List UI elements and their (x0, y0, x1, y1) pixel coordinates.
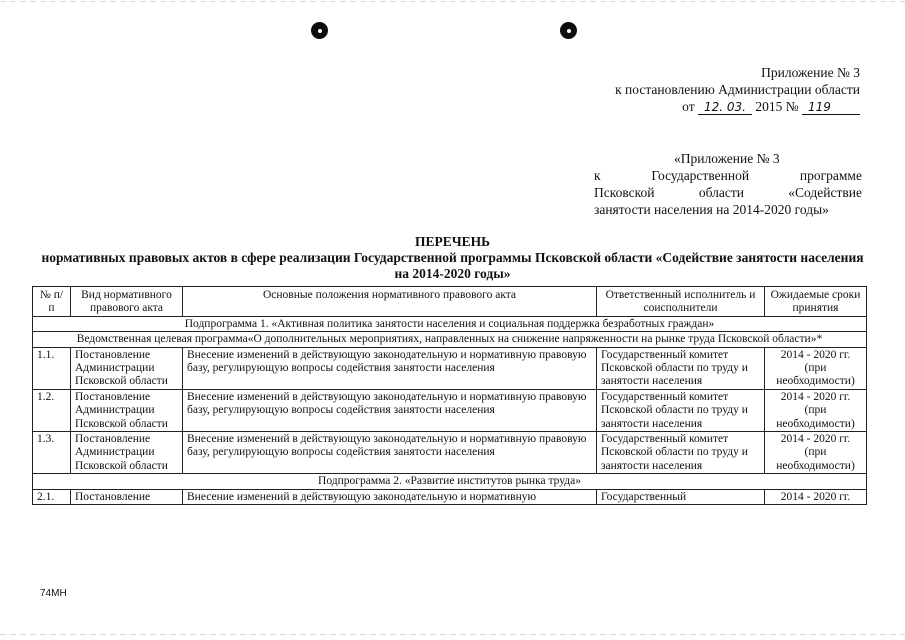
handwritten-number: 119 (802, 100, 860, 115)
word: области (698, 185, 744, 200)
row-content: Внесение изменений в действующую законодательную и нормативную правовую базу, регулирующую вопросы содействия занятости населения (183, 432, 597, 474)
header-executor: Ответственный исполнитель и соисполнители (597, 287, 765, 317)
scan-artifact-top (0, 1, 905, 2)
date-prefix: от (682, 99, 695, 114)
row-number: 1.1. (33, 347, 71, 389)
row-executor: Государственный (597, 489, 765, 504)
row-content: Внесение изменений в действующую законодательную и нормативную (183, 489, 597, 504)
row-act-type: Постановление Администрации Псковской области (71, 389, 183, 431)
subprogram-1-row (33, 316, 867, 331)
row-number: 1.2. (33, 389, 71, 431)
row-number: 1.3. (33, 432, 71, 474)
row-content: Внесение изменений в действующую законодательную и нормативную правовую базу, регулирующую вопросы содействия занятости населения (183, 347, 597, 389)
subprogram-2-title: Подпрограмма 2. «Развитие институтов рынка труда» (33, 474, 867, 489)
word: программе (799, 168, 862, 183)
row-act-type: Постановление Администрации Псковской области (71, 432, 183, 474)
appendix-block (575, 64, 860, 115)
row-executor: Государственный комитет Псковской области по труду и занятости населения (597, 389, 765, 431)
appendix-decree-line: к постановлению Администрации области (615, 82, 860, 97)
row-term: 2014 - 2020 гг. (при необходимости) (765, 389, 867, 431)
previous-appendix-line2 (594, 167, 862, 184)
handwritten-date: 12. 03. (698, 100, 752, 115)
heading-title: ПЕРЕЧЕНЬ (414, 234, 491, 249)
header-term: Ожидаемые сроки принятия (765, 287, 867, 317)
row-number: 2.1. (33, 489, 71, 504)
year-number-label: 2015 № (755, 99, 799, 114)
previous-appendix-line4: занятости населения на 2014-2020 годы» (594, 202, 829, 217)
document-heading (40, 234, 865, 282)
document-code: 74МН (40, 588, 67, 599)
row-term: 2014 - 2020 гг. (при необходимости) (765, 432, 867, 474)
row-term: 2014 - 2020 гг. (765, 489, 867, 504)
word: «Содействие (788, 185, 862, 200)
word: Государственной (651, 168, 750, 183)
word: к (594, 168, 601, 183)
target-program-title: Ведомственная целевая программа«О дополнительных мероприятиях, направленных на снижение напряженности на рынке труда Псковской области»* (33, 332, 867, 347)
subprogram-1-title: Подпрограмма 1. «Активная политика занятости населения и социальная поддержка безработных граждан» (33, 316, 867, 331)
row-act-type: Постановление (71, 489, 183, 504)
table-row (33, 347, 867, 389)
header-number: № п/п (33, 287, 71, 317)
table-row (33, 389, 867, 431)
previous-appendix-line3 (594, 184, 862, 201)
header-content: Основные положения нормативного правового акта (183, 287, 597, 317)
word: Псковской (594, 185, 655, 200)
previous-appendix-title: «Приложение № 3 (674, 151, 780, 166)
header-act-type: Вид нормативного правового акта (71, 287, 183, 317)
punch-hole-left (311, 22, 328, 39)
acts-table (32, 286, 867, 505)
target-program-row (33, 332, 867, 347)
scan-artifact-bottom (0, 634, 905, 635)
row-executor: Государственный комитет Псковской области по труду и занятости населения (597, 347, 765, 389)
subprogram-2-row (33, 474, 867, 489)
table-row (33, 432, 867, 474)
row-act-type: Постановление Администрации Псковской области (71, 347, 183, 389)
row-term: 2014 - 2020 гг. (при необходимости) (765, 347, 867, 389)
punch-hole-right (560, 22, 577, 39)
heading-subtitle: нормативных правовых актов в сфере реализации Государственной программы Псковской области «Содействие занятости населения на 2014-2020 годы» (41, 250, 864, 281)
appendix-date-line (575, 98, 860, 115)
table-row (33, 489, 867, 504)
row-content: Внесение изменений в действующую законодательную и нормативную правовую базу, регулирующую вопросы содействия занятости населения (183, 389, 597, 431)
appendix-title: Приложение № 3 (761, 65, 860, 80)
table-header-row (33, 287, 867, 317)
row-executor: Государственный комитет Псковской области по труду и занятости населения (597, 432, 765, 474)
previous-appendix-block (594, 150, 862, 218)
